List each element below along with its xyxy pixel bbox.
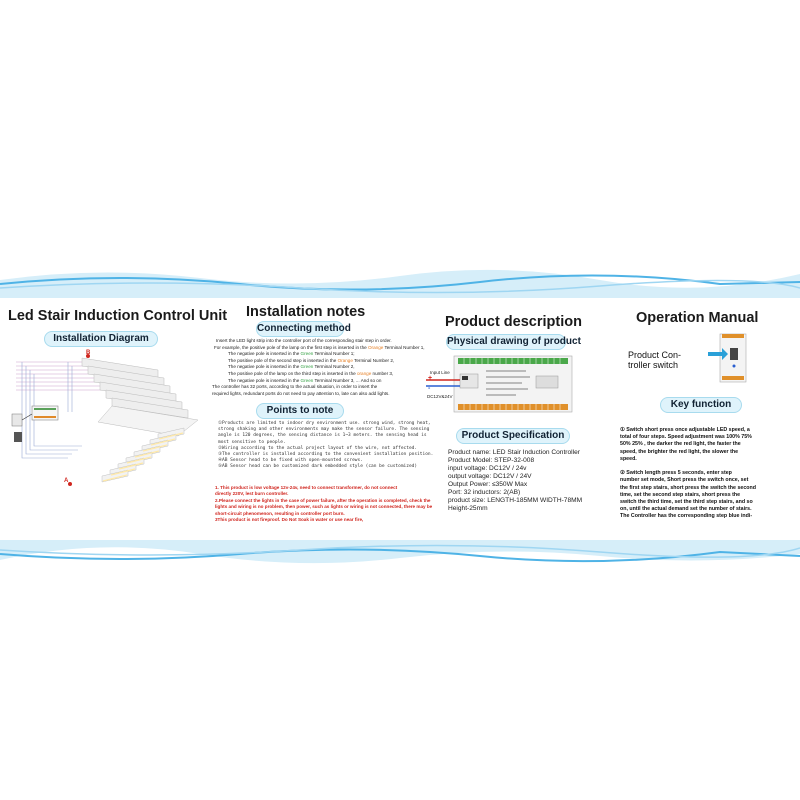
connecting-line: The positive pole of the second step is inserted in the Orange Terminal Number 2, [228,357,395,363]
warning-line: 1. This product is low voltage 12v-24v, need to connect transformer, do not connect [215,485,398,490]
warning-line: 3This product is not fireproof. Do Not Soak in water or use near fire, [215,517,364,523]
warning-line: short-circuit phenomenon, resulting in controller port burn. [215,510,345,516]
input-line-label: Input Line [430,370,450,375]
point-line: ③The controller is installed according to the convenient installation position. [218,452,434,458]
connecting-line: The negative pole is inserted in the Green Terminal Number 2, [228,364,355,370]
connecting-line: required lights, redundant ports do not need to pay attention to, late can also add lights. [212,390,390,396]
key-function-line [620,463,796,470]
point-line: ②Wiring according to the actual project layout of the wire, not affected. [218,445,418,451]
spec-line: Height-25mm [448,505,488,512]
top-wave-decoration [0,262,800,298]
key-function-line: The Controller has the corresponding step blue indi- [620,513,753,520]
connecting-line: The positive pole of the lamp on the third step is inserted in the orange number 3, [228,370,394,376]
operation-manual-title: Operation Manual [636,310,759,326]
connecting-line: For example, the positive pole of the lamp on the first step is inserted in the Orange Terminal Number 1, [214,344,425,350]
key-function-text [620,427,796,521]
switch-label-line-2: troller switch [628,360,679,370]
key-function-line: total of four steps. Speed adjustment was 100% 75% [620,434,752,441]
key-function-line: ② Switch length press 5 seconds, enter step [620,470,732,477]
key-function-line: speed, the brighter the red light, the slower the [620,448,739,455]
key-function-line: switch the third time, set the third step stairs, and so [620,499,753,506]
connecting-method-text [212,338,452,397]
spec-line: Product name: LED Stair Induction Controller [448,449,580,456]
connecting-line: Insert the LED light strip into the controller port of the corresponding stair step in order. [216,338,392,343]
spec-line: output voltage: DC12V / 24V [448,473,532,480]
warnings-list [215,485,451,523]
controller-board-drawing [426,348,576,418]
installation-diagram-label: Installation Diagram [44,331,158,347]
spec-line: Output Power: ≤350W Max [448,481,528,488]
sensor-marker-b: B [86,350,91,356]
stair-installation-diagram [8,348,212,488]
voltage-label: DC12V&24V [427,394,453,399]
key-function-line: the first step stairs, short press the switch the second [620,484,756,491]
spec-line: input voltage: DC12V / 24v [448,465,527,472]
point-line: strong shaking and other environments may make the sensor failure. The sensing [218,427,430,433]
warning-line: 2.Please connect the lights in the case of power failure, after the operation is completed, check the [215,497,431,503]
installation-notes-title: Installation notes [246,304,366,320]
spec-line: Product Model: STEP-32-008 [448,457,535,464]
product-description-title: Product description [445,314,582,330]
sensor-marker-a: A [64,478,69,484]
product-specification-list [448,449,598,513]
minus-pole-label: - [428,385,431,392]
key-function-label: Key function [660,397,742,413]
key-function-line: number set mode, Short press the switch once, set [620,477,749,484]
connecting-method-label: Connecting method [256,321,344,337]
connecting-line: The negative pole is inserted in the Green Terminal Number 3, ... And so on [228,377,382,383]
spec-line: product size: LENGTH-185MM WIDTH-78MM [448,497,583,504]
point-line: angle is 120 degrees, the sensing distance is 1~3 meters. the sensing head is [218,433,427,439]
connecting-line: The negative pole is inserted in the Green Terminal Number 1; [228,351,355,357]
point-line: ⑤AB Sensor head can be customized dark embedded style (can be customized) [218,464,418,470]
controller-switch-drawing [708,332,748,384]
plus-pole-label: + [428,375,433,382]
switch-label-line-1: Product Con- [628,350,682,360]
key-function-line: speed. [620,455,637,462]
key-function-line: 50% 25% , the darker the red light, the faster the [620,441,741,448]
connecting-line: The controller has 32 ports, according to the actual situation, in order to insert the [212,384,378,390]
physical-drawing-label: Physical drawing of product [446,334,566,350]
warning-line: directly 220V, lest burn controller. [215,491,289,497]
product-specification-label: Product Specification [456,428,570,444]
points-to-note-label: Points to note [256,403,344,419]
point-line: most sensitive to people. [218,439,286,445]
spec-line: Port: 32 inductors: 2(AB) [448,489,521,496]
point-line: ④AB Sensor head to be fixed with open-mounted screws. [218,458,363,464]
key-function-line: ① Switch short press once adjustable LED speed, a [620,427,750,433]
point-line: ①Products are limited to indoor dry environment use. strong wind, strong heat, [218,421,431,426]
key-function-line: time, set the second step stairs, short press the [620,491,741,498]
unit-title: Led Stair Induction Control Unit [8,308,228,324]
warning-line: lights and wiring is no problem, then power, such as lights or wiring is not connected, there may be [215,504,433,510]
key-function-line: on, until the actual demand set the number of stairs. [620,506,752,513]
bottom-wave-decoration [0,540,800,576]
points-to-note-list [218,421,450,471]
